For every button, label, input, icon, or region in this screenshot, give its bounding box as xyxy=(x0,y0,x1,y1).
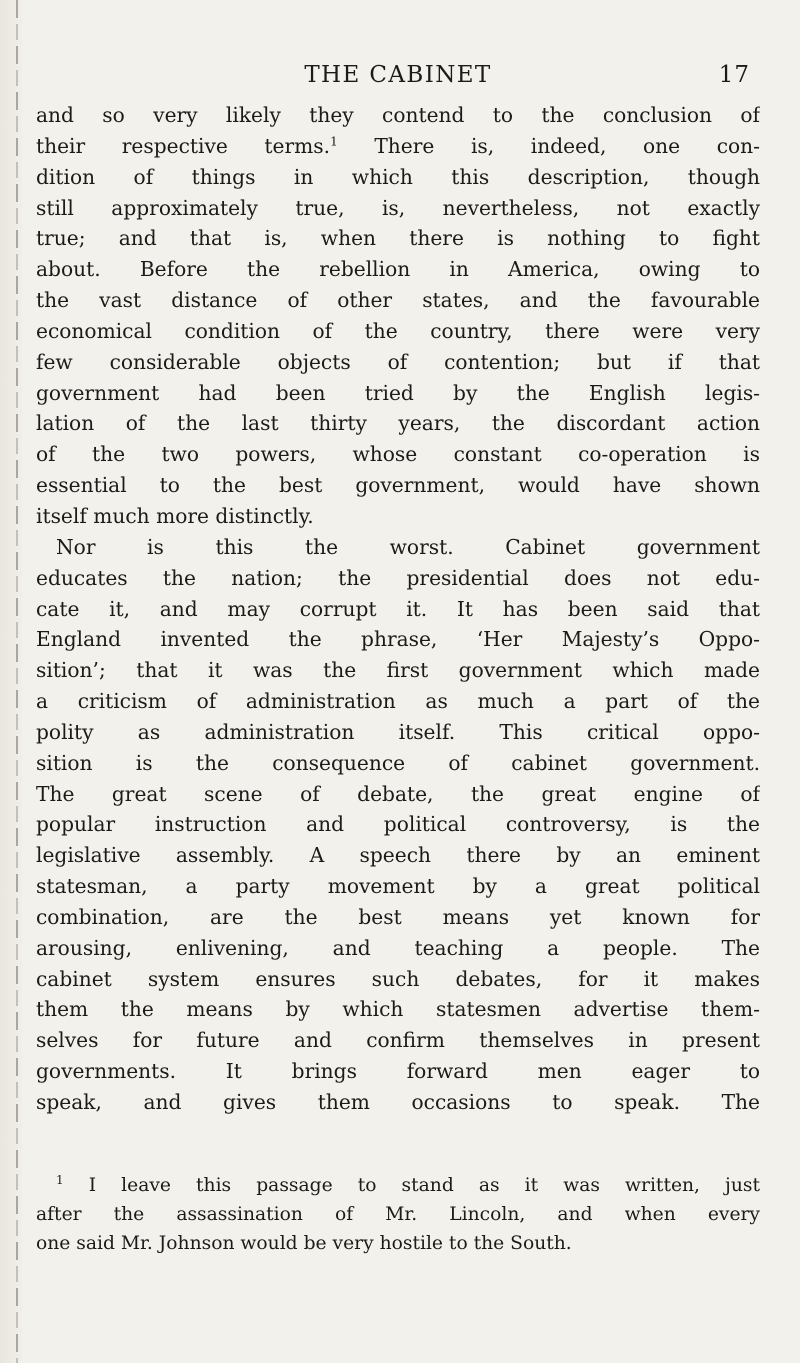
running-head: THE CABINET xyxy=(304,62,492,88)
text-line: sition’; that it was the first government which made xyxy=(36,658,760,683)
text-line: polity as administration itself. This critical oppo- xyxy=(36,719,760,744)
text-line: economical condition of the country, there were very xyxy=(36,318,760,343)
text-line: and so very likely they contend to the conclusion of xyxy=(36,103,760,127)
text-line: The great scene of debate, the great engine of xyxy=(36,781,760,806)
text-line: selves for future and confirm themselves in present xyxy=(36,1028,760,1053)
text-line: speak, and gives them occasions to speak. The xyxy=(36,1090,760,1114)
text-line: arousing, enlivening, and teaching a people. The xyxy=(36,935,760,960)
text-line: dition of things in which this description, though xyxy=(36,164,760,189)
paragraph-start-line: Nor is this the worst. Cabinet government xyxy=(56,534,760,559)
page-number: 17 xyxy=(718,62,750,88)
text-line: essential to the best government, would have shown xyxy=(36,473,760,498)
text-line: educates the nation; the presidential does not edu- xyxy=(36,565,760,590)
paragraph-end-line: itself much more distinctly. xyxy=(36,503,314,528)
page-header xyxy=(36,62,760,92)
text-line: cate it, and may corrupt it. It has been said that xyxy=(36,596,760,621)
footnote-text: I leave this passage to stand as it was written, just xyxy=(63,1175,760,1196)
footnote-line: after the assassination of Mr. Lincoln, and when every xyxy=(36,1204,760,1225)
text-line: the vast distance of other states, and the favourable xyxy=(36,288,760,313)
text-line: governments. It brings forward men eager to xyxy=(36,1059,760,1084)
text-line: sition is the consequence of cabinet government. xyxy=(36,750,760,775)
text-line: government had been tried by the English legis- xyxy=(36,380,760,405)
text-line: combination, are the best means yet known for xyxy=(36,904,760,929)
text-line: popular instruction and political controversy, is the xyxy=(36,812,760,837)
text-line: lation of the last thirty years, the discordant action xyxy=(36,411,760,436)
text-line-with-footnote xyxy=(36,131,760,162)
text-line: about. Before the rebellion in America, owing to xyxy=(36,257,760,282)
text-line: them the means by which statesmen advertise them- xyxy=(36,997,760,1022)
text-line: cabinet system ensures such debates, for it makes xyxy=(36,966,760,991)
page-gutter xyxy=(0,0,22,1363)
text-fragment: There is, indeed, one con- xyxy=(337,133,760,158)
body-text xyxy=(36,100,760,1118)
footnote-reference: 1 xyxy=(330,134,338,149)
text-line: true; and that is, when there is nothing to fight xyxy=(36,226,760,251)
text-line: few considerable objects of contention; but if that xyxy=(36,349,760,374)
text-line: legislative assembly. A speech there by an eminent xyxy=(36,843,760,868)
text-line: England invented the phrase, ‘Her Majesty’s Oppo- xyxy=(36,627,760,652)
text-line: still approximately true, is, nevertheless, not exactly xyxy=(36,195,760,220)
binding-edge xyxy=(16,0,18,1363)
text-line: of the two powers, whose constant co-operation is xyxy=(36,442,760,467)
text-fragment: their respective terms. xyxy=(36,133,331,158)
text-line: statesman, a party movement by a great political xyxy=(36,874,760,899)
footnote-line: one said Mr. Johnson would be very hostile to the South. xyxy=(36,1233,572,1254)
text-line: a criticism of administration as much a part of the xyxy=(36,689,760,714)
footnote-marker: 1 xyxy=(56,1172,64,1187)
footnote-line xyxy=(36,1171,760,1200)
footnote xyxy=(36,1171,760,1258)
